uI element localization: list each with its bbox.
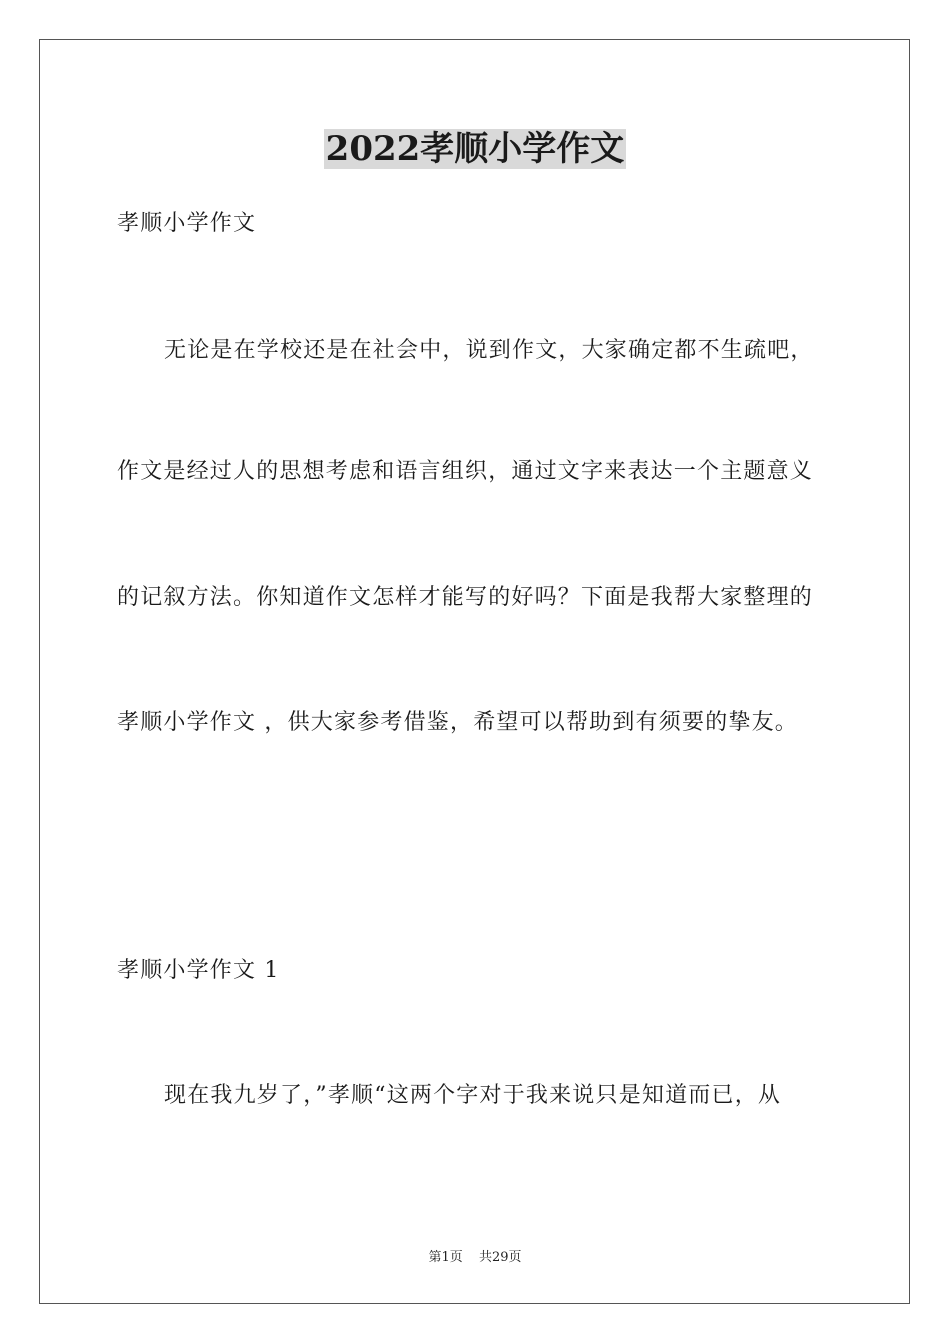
page-number-total: 共29页 [478, 1250, 522, 1265]
document-title-text: 2022孝顺小学作文 [325, 129, 625, 169]
intro-line-4: 孝顺小学作文 ，供大家参考借鉴，希望可以帮助到有须要的挚友。 [117, 710, 798, 735]
intro-line-2: 作文是经过人的思想考虑和语言组织，通过文字来表达一个主题意义 [117, 459, 814, 484]
section-paragraph-line-1: 现在我九岁了，”孝顺“这两个字对于我来说只是知道而已，从 [164, 1083, 782, 1108]
page-number-current: 第1页 [428, 1250, 463, 1265]
subtitle: 孝顺小学作文 [117, 211, 257, 236]
intro-line-3: 的记叙方法。你知道作文怎样才能写的好吗？下面是我帮大家整理的 [117, 585, 814, 610]
document-title [0, 125, 950, 173]
page-footer [0, 1246, 950, 1265]
section-heading: 孝顺小学作文 1 [117, 958, 280, 983]
intro-line-1: 无论是在学校还是在社会中，说到作文，大家确定都不生疏吧， [164, 338, 814, 363]
